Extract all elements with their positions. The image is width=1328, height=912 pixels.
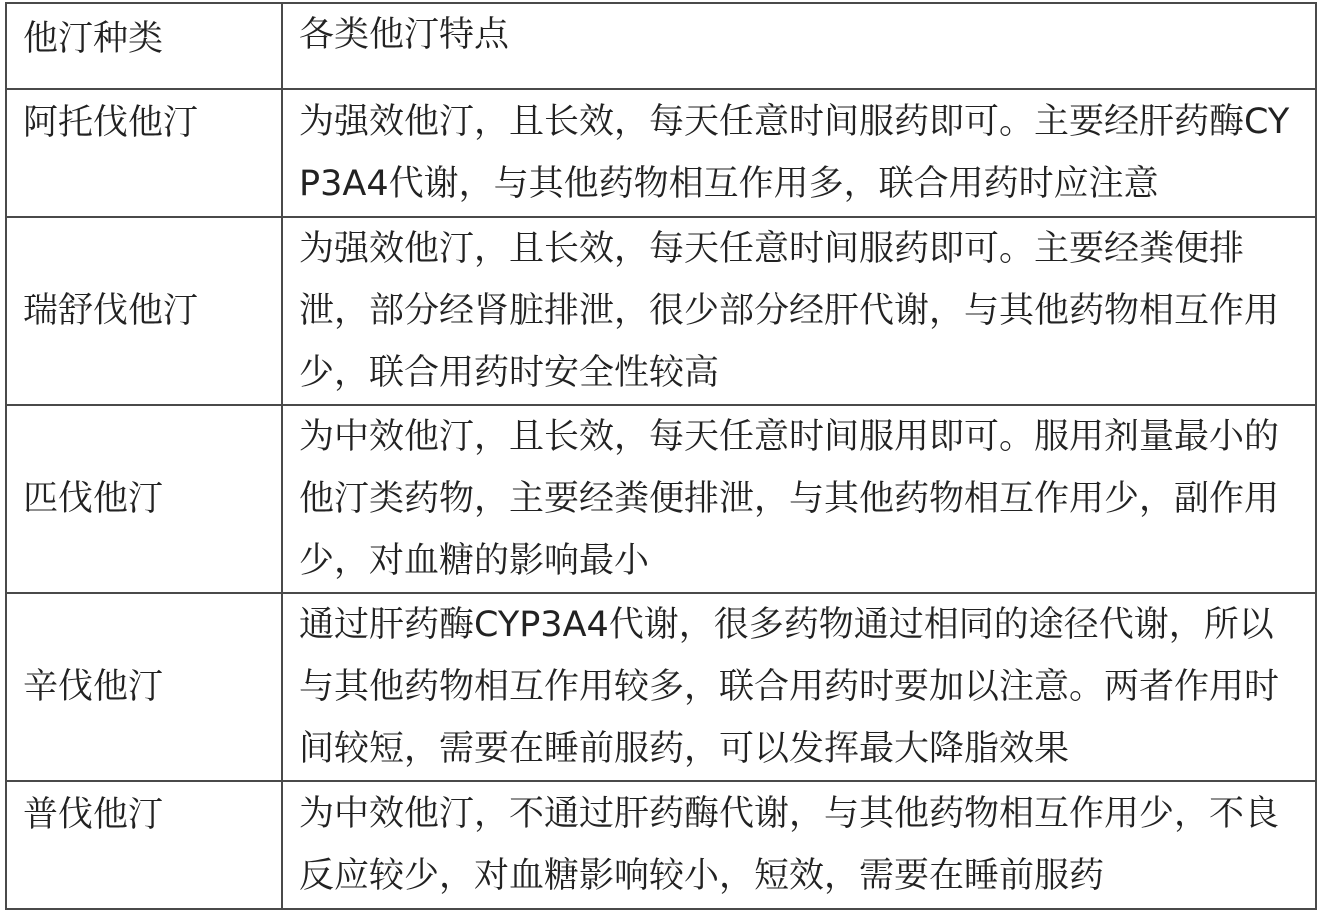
table-row [6,593,1316,781]
statin-comparison-table [5,2,1317,910]
statin-description-cell: 为中效他汀，不通过肝药酶代谢，与其他药物相互作用少，不良反应较少，对血糖影响较小，短效，需要在睡前服药 [282,781,1316,909]
statin-name-cell: 匹伐他汀 [6,405,282,593]
header-cell-features: 各类他汀特点 [282,3,1316,89]
statin-name-cell: 辛伐他汀 [6,593,282,781]
table-row [6,217,1316,405]
table-row [6,405,1316,593]
table-row [6,781,1316,909]
statin-name-cell: 普伐他汀 [6,781,282,909]
statin-name-cell: 阿托伐他汀 [6,89,282,217]
table-row [6,89,1316,217]
statin-name-cell: 瑞舒伐他汀 [6,217,282,405]
statin-description-cell: 为强效他汀，且长效，每天任意时间服药即可。主要经肝药酶CYP3A4代谢，与其他药物相互作用多，联合用药时应注意 [282,89,1316,217]
header-cell-statin-type: 他汀种类 [6,3,282,89]
statin-description-cell: 为强效他汀，且长效，每天任意时间服药即可。主要经粪便排泄，部分经肾脏排泄，很少部分经肝代谢，与其他药物相互作用少，联合用药时安全性较高 [282,217,1316,405]
statin-description-cell: 通过肝药酶CYP3A4代谢，很多药物通过相同的途径代谢，所以与其他药物相互作用较多，联合用药时要加以注意。两者作用时间较短，需要在睡前服药，可以发挥最大降脂效果 [282,593,1316,781]
statin-description-cell: 为中效他汀，且长效，每天任意时间服用即可。服用剂量最小的他汀类药物，主要经粪便排泄，与其他药物相互作用少，副作用少，对血糖的影响最小 [282,405,1316,593]
table-header-row [6,3,1316,89]
